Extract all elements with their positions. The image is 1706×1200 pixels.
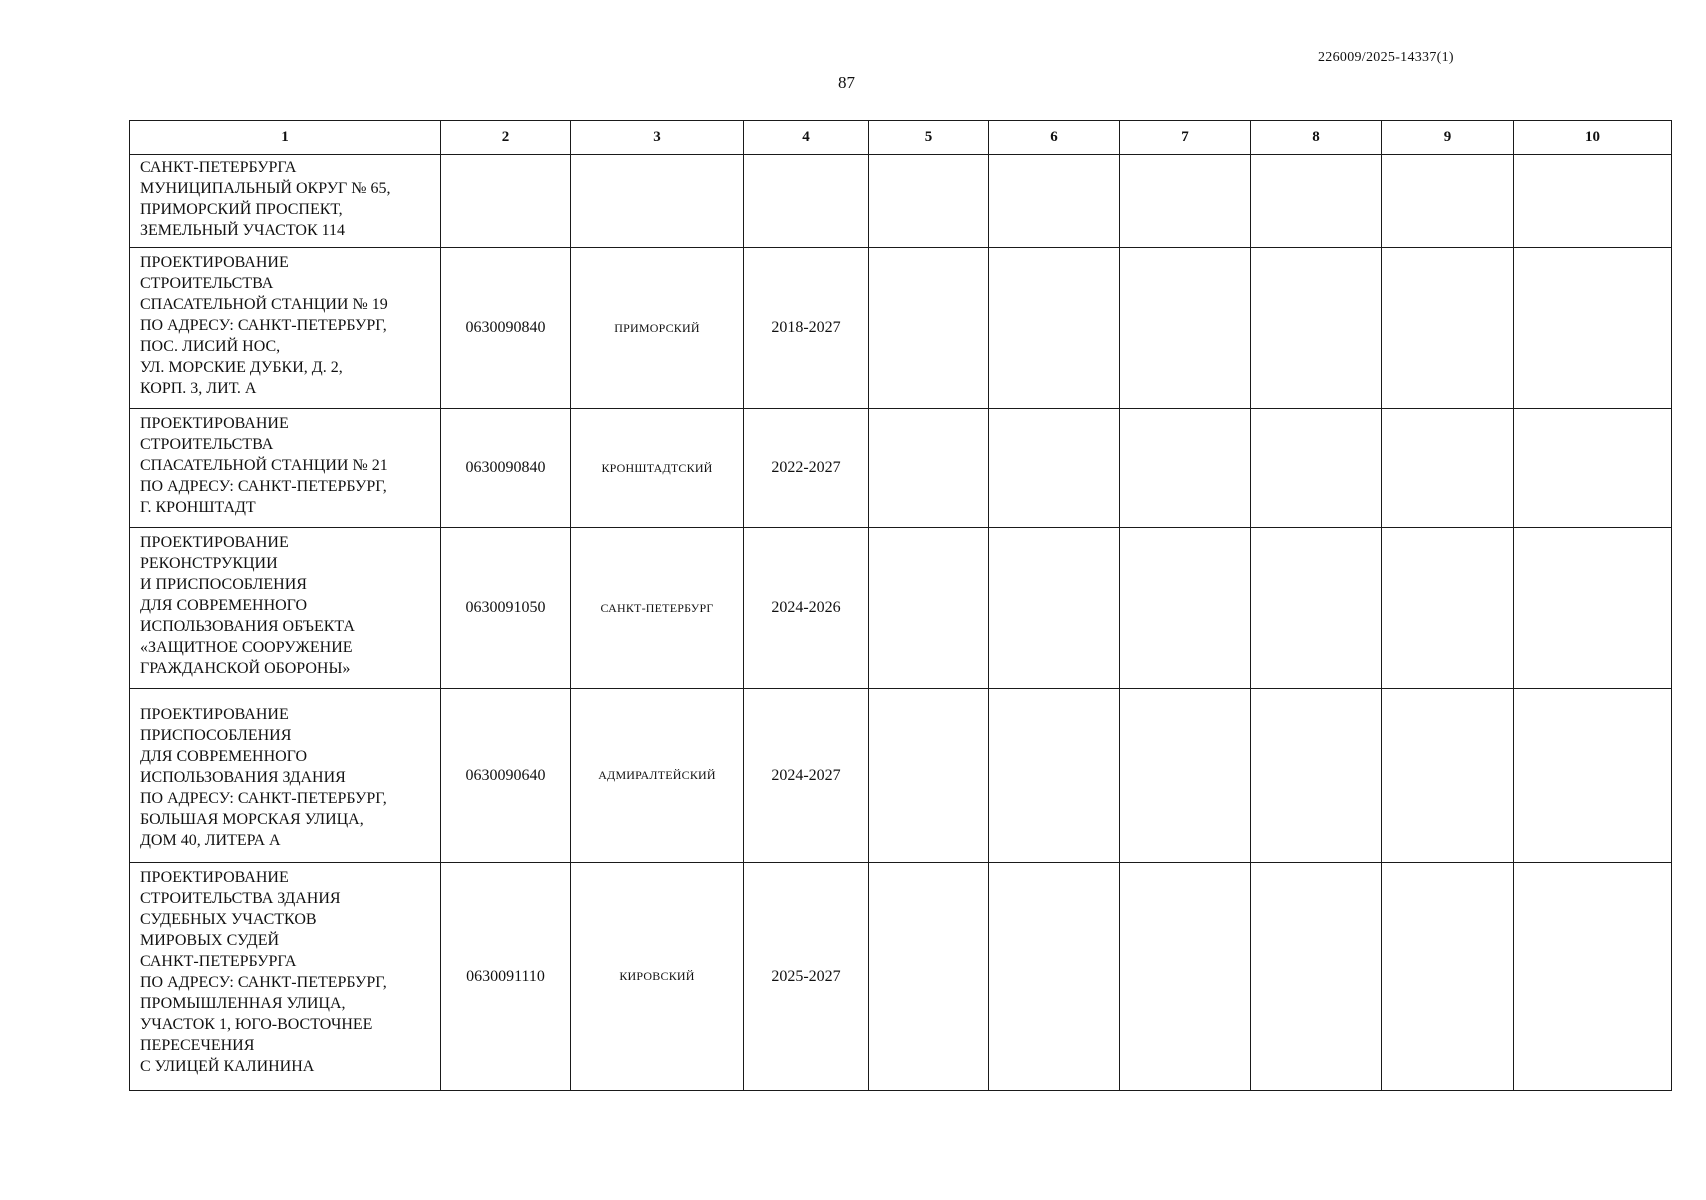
empty-cell bbox=[989, 409, 1120, 528]
district-name: САНКТ-ПЕТЕРБУРГ bbox=[571, 528, 744, 689]
budget-code: 0630090640 bbox=[441, 689, 571, 863]
implementation-years: 2018-2027 bbox=[744, 248, 869, 409]
empty-cell bbox=[989, 155, 1120, 248]
empty-cell bbox=[1251, 528, 1382, 689]
empty-cell bbox=[1120, 863, 1251, 1091]
empty-cell bbox=[869, 689, 989, 863]
empty-cell bbox=[1514, 528, 1672, 689]
column-header: 7 bbox=[1120, 121, 1251, 155]
budget-code: 0630090840 bbox=[441, 248, 571, 409]
table-row bbox=[130, 528, 1672, 689]
object-description: ПРОЕКТИРОВАНИЕ СТРОИТЕЛЬСТВА СПАСАТЕЛЬНОЙ СТАНЦИИ № 19 ПО АДРЕСУ: САНКТ-ПЕТЕРБУРГ, ПОС. ЛИСИЙ НОС, УЛ. МОРСКИЕ ДУБКИ, Д. 2, КОРП. 3, ЛИТ. А bbox=[130, 248, 441, 409]
empty-cell bbox=[1251, 155, 1382, 248]
empty-cell bbox=[869, 155, 989, 248]
budget-code: 0630091110 bbox=[441, 863, 571, 1091]
column-header: 9 bbox=[1382, 121, 1514, 155]
empty-cell bbox=[1120, 528, 1251, 689]
table-header-row bbox=[130, 121, 1672, 155]
budget-code bbox=[441, 155, 571, 248]
empty-cell bbox=[989, 863, 1120, 1091]
column-header: 2 bbox=[441, 121, 571, 155]
empty-cell bbox=[1251, 863, 1382, 1091]
empty-cell bbox=[989, 689, 1120, 863]
empty-cell bbox=[1120, 248, 1251, 409]
budget-code: 0630091050 bbox=[441, 528, 571, 689]
district-name bbox=[571, 155, 744, 248]
empty-cell bbox=[1382, 155, 1514, 248]
document-number: 226009/2025-14337(1) bbox=[1318, 50, 1454, 65]
empty-cell bbox=[1514, 248, 1672, 409]
empty-cell bbox=[1382, 528, 1514, 689]
district-name: АДМИРАЛТЕЙСКИЙ bbox=[571, 689, 744, 863]
empty-cell bbox=[1382, 248, 1514, 409]
empty-cell bbox=[869, 248, 989, 409]
table-row bbox=[130, 409, 1672, 528]
implementation-years bbox=[744, 155, 869, 248]
object-description: ПРОЕКТИРОВАНИЕ ПРИСПОСОБЛЕНИЯ ДЛЯ СОВРЕМЕННОГО ИСПОЛЬЗОВАНИЯ ЗДАНИЯ ПО АДРЕСУ: САНКТ-ПЕТЕРБУРГ, БОЛЬШАЯ МОРСКАЯ УЛИЦА, ДОМ 40, ЛИТЕРА А bbox=[130, 689, 441, 863]
empty-cell bbox=[1120, 409, 1251, 528]
empty-cell bbox=[1382, 689, 1514, 863]
empty-cell bbox=[1120, 155, 1251, 248]
empty-cell bbox=[1514, 689, 1672, 863]
district-name: КИРОВСКИЙ bbox=[571, 863, 744, 1091]
district-name: КРОНШТАДТСКИЙ bbox=[571, 409, 744, 528]
column-header: 6 bbox=[989, 121, 1120, 155]
implementation-years: 2025-2027 bbox=[744, 863, 869, 1091]
implementation-years: 2024-2027 bbox=[744, 689, 869, 863]
empty-cell bbox=[1251, 409, 1382, 528]
empty-cell bbox=[1514, 863, 1672, 1091]
empty-cell bbox=[869, 863, 989, 1091]
implementation-years: 2024-2026 bbox=[744, 528, 869, 689]
column-header: 3 bbox=[571, 121, 744, 155]
empty-cell bbox=[1251, 689, 1382, 863]
empty-cell bbox=[1382, 863, 1514, 1091]
column-header: 1 bbox=[130, 121, 441, 155]
column-header: 10 bbox=[1514, 121, 1672, 155]
column-header: 5 bbox=[869, 121, 989, 155]
empty-cell bbox=[989, 248, 1120, 409]
budget-code: 0630090840 bbox=[441, 409, 571, 528]
empty-cell bbox=[1514, 409, 1672, 528]
page-number: 87 bbox=[838, 73, 855, 92]
empty-cell bbox=[1514, 155, 1672, 248]
object-description: ПРОЕКТИРОВАНИЕ СТРОИТЕЛЬСТВА СПАСАТЕЛЬНОЙ СТАНЦИИ № 21 ПО АДРЕСУ: САНКТ-ПЕТЕРБУРГ, Г. КРОНШТАДТ bbox=[130, 409, 441, 528]
object-description: САНКТ-ПЕТЕРБУРГА МУНИЦИПАЛЬНЫЙ ОКРУГ № 65, ПРИМОРСКИЙ ПРОСПЕКТ, ЗЕМЕЛЬНЫЙ УЧАСТОК 114 bbox=[130, 155, 441, 248]
budget-table bbox=[129, 120, 1672, 1091]
table-row bbox=[130, 863, 1672, 1091]
object-description: ПРОЕКТИРОВАНИЕ СТРОИТЕЛЬСТВА ЗДАНИЯ СУДЕБНЫХ УЧАСТКОВ МИРОВЫХ СУДЕЙ САНКТ-ПЕТЕРБУРГА ПО АДРЕСУ: САНКТ-ПЕТЕРБУРГ, ПРОМЫШЛЕННАЯ УЛИЦА, УЧАСТОК 1, ЮГО-ВОСТОЧНЕЕ ПЕРЕСЕЧЕНИЯ С УЛИЦЕЙ КАЛИНИНА bbox=[130, 863, 441, 1091]
empty-cell bbox=[989, 528, 1120, 689]
empty-cell bbox=[1120, 689, 1251, 863]
district-name: ПРИМОРСКИЙ bbox=[571, 248, 744, 409]
implementation-years: 2022-2027 bbox=[744, 409, 869, 528]
table-row bbox=[130, 155, 1672, 248]
empty-cell bbox=[1251, 248, 1382, 409]
column-header: 8 bbox=[1251, 121, 1382, 155]
table-row bbox=[130, 689, 1672, 863]
empty-cell bbox=[869, 409, 989, 528]
table-row bbox=[130, 248, 1672, 409]
empty-cell bbox=[1382, 409, 1514, 528]
object-description: ПРОЕКТИРОВАНИЕ РЕКОНСТРУКЦИИ И ПРИСПОСОБЛЕНИЯ ДЛЯ СОВРЕМЕННОГО ИСПОЛЬЗОВАНИЯ ОБЪЕКТА «ЗАЩИТНОЕ СООРУЖЕНИЕ ГРАЖДАНСКОЙ ОБОРОНЫ» bbox=[130, 528, 441, 689]
empty-cell bbox=[869, 528, 989, 689]
column-header: 4 bbox=[744, 121, 869, 155]
